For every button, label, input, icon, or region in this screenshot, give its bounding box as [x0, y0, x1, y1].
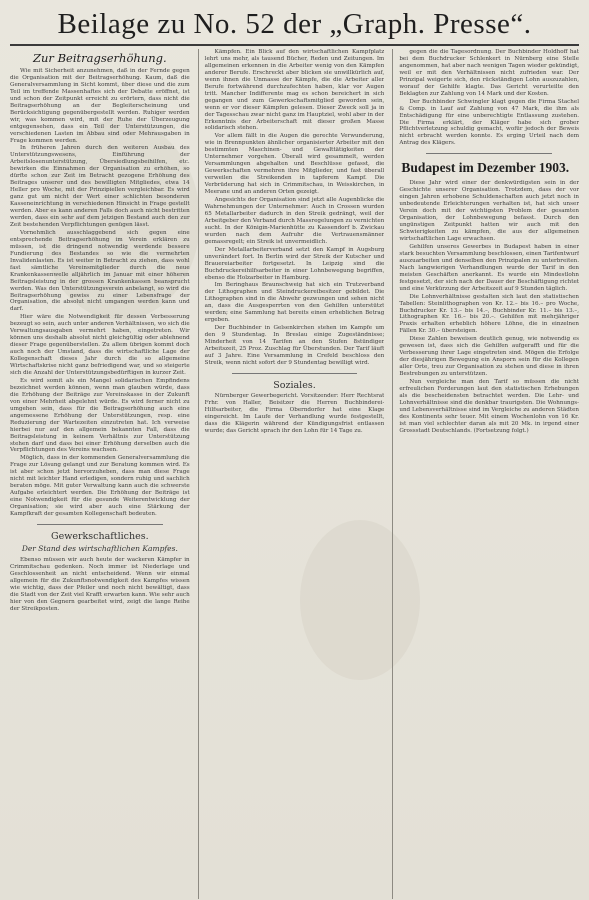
masthead-title: Beilage zu No. 52 der „Graph. Presse“. [57, 8, 532, 40]
paragraph: Im Beringhaus Braunschweig hat sich ein Trutzverband der Lithographen und Steindruckereibesitzer gebildet. Die Lithographen sind in die Abwehr gezwungen und sehen nicht an, dass die Ausgesperrten von den Gehilfen unterstützt werden; eine Sammlung hat bereits einen erheblichen Betrag ergeben. [204, 282, 385, 324]
paragraph: gegen die die Tagesordnung. Der Buchbinder Holdhoff hat bei dem Buchdrucker Schlenkert in Nürnberg eine Stelle angenommen, hat aber nach wenigen Tagen wieder gekündigt, weil er mit den Verhältnissen nicht zufrieden war. Der Prinzipal weigerte sich, den rückständigen Lohn auszuzahlen, worauf der Gehilfe klagte. Das Gericht verurteilte den Beklagten zur Zahlung von 14 Mark und der Kosten. [399, 49, 580, 97]
paragraph: Hier wäre die Notwendigkeit für dessen Verbesserung bezeugt so sein, auch unter anderen Verhältnissen, wo sich die Verwaltungsausgaben vermehrt haben, eingetreten. Wir können uns deshalb absolut nicht gleichgültig oder ablehnend dieser Frage gegenüberstellen. Zu allem übrigen kommt doch auch noch der Umstand, dass die wirtschaftliche Lage der Kollegenschaft dieses Jahr durch die so allgemeine Wirtschaftskrise nicht ganz befriedigend war, und so steigerte sich die Anzahl der Unterstützungsbedürftigen in kurzer Zeit. [10, 314, 190, 376]
section-heading: Gewerkschaftliches. [51, 531, 149, 542]
paragraph: Der Buchbinder Schwingler klagt gegen die Firma Stachel & Comp. in Lauf auf Zahlung von 47 Mark, die ihm als Entschädigung für eine unberechtigte Entlassung zustehen. Die Firma erklärt, der Kläger habe sich grober Pflichtverletzung schuldig gemacht, wofür jedoch der Beweis nicht erbracht werden konnte. Es erging Urteil nach dem Antrag des Klägers. [399, 98, 580, 147]
paragraph: Vornehmlich ausschlaggebend sich gegen eine entsprechende Beitragserhöhung im Verein erklären zu müssen, ist die dringend notwendig werdende bessere Fundierung des Bestandes so wie die vermehrten Invalidenlasten. Es ist weiter in Betracht zu ziehen, dass wohl fast sämtliche Vereinsmitglieder durch die neue Krankenkassenwelle alljährlich im Januar mit einer höheren Beitragsleistung in der grossen Krankenkassen beansprucht werden. Was den Unterstützungsverein anbelangt, so wird die Beitragserhöhung gewiss zu einer Lebensfrage der Organisation, die absolut nicht umgangen werden kann und darf. [10, 229, 190, 313]
section-divider [37, 524, 163, 525]
article-heading: Budapest im Dezember 1903. [401, 160, 570, 176]
paragraph: Der Metallarbeiterverband setzt den Kampf in Augsburg unverändert fort. In Berlin wird der Streik der Kutscher und Brauereiarbeiter fortgesetzt. In Leipzig sind die Buchdruckereihilfsarbeiter in einer Lohnbewegung begriffen, ebenso die Holzarbeiter in Hamburg. [204, 246, 385, 281]
masthead-rule [10, 44, 579, 46]
paragraph: Nun vergleiche man den Tarif so müssen die nicht erfreulichen Forderungen laut den statistischen Erhebungen als die bescheidensten betrachtet werden. Die Lehr- und Lohnverhältnisse sind die denkbar traurigsten. Die Wohnungs- und Lebensverhältnisse sind im Vergleiche zu anderen Städten des Kontinents sehr teuer. Mit einem Wochenlohn von 16 Kr. ist man viel schlechter daran als mit 20 Mk. in irgend einer Grossstadt Deutschlands. (Fortsetzung folgt.) [399, 379, 580, 434]
section-divider [232, 373, 358, 374]
paragraph: Diese Zahlen beweisen deutlich genug, wie notwendig es gewesen ist, dass sich die Gehilfen aufgerafft und für die Verbesserung ihrer Lage eingetreten sind. Mögen die Erfolge der diesjährigen Bewegung ein Ansporn sein für die Kollegen aller Orte, treu zur Organisation zu stehen und diese in ihren Bestrebungen zu unterstützen. [399, 336, 580, 378]
paragraph: Die Lohnverhältnisse gestalten sich laut den statistischen Tabellen: Steinlithographen von Kr. 12.– bis 16.– pro Woche, Buchdrucker Kr. 13.– bis 14.–, Buchbinder Kr. 11.– bis 13.–, Lithographen Kr. 16.– bis 20.–. Gehilfen mit mehrjähriger Praxis erhalten erheblich höhere Löhne, die in einzelnen Fällen Kr. 30.– übersteigen. [399, 293, 580, 335]
paragraph: Diese Jahr wird einer der denkwürdigsten sein in der Geschichte unserer Organisation. Trotzdem, dass der vor eingen Jahren erhobene Schuldenschaften auch jetzt noch in unbedeutende Erleichterungen verhalten ist, hat sich unser Verein doch mit der wichtigsten Problem der gesamten Organisation, der Lohnbewegung befasst. Durch den ungünstigen Zeitpunkt hatten wir auch mit den Schwierigkeiten zu kämpfen, die aus der allgemeinen wirtschaftlichen Lage erwachsen. [399, 180, 580, 242]
paragraph: Vor allem fällt in die Augen die gerechte Verwunderung, wie in Brennpunkten ähnlicher organisierter Arbeiter mit den bestimmten Maschinen- und Gewalttätigkeiten der Unternehmer vorgehen. Überall wird gesammelt, werden Versammlungen abgehalten und Beschlüsse gefasst, die Gewerkschaften vermehren ihre Mitglieder, und fast überall verweilen die Streikenden in tapferem Kampf. Die Verbrüderung hat sich in Crimmitschau, in Weisskirchen, in Meerane und an anderen Orten gezeigt. [204, 133, 385, 196]
section-subheading: Der Stand des wirtschaftlichen Kampfes. [21, 544, 178, 553]
paragraph: Angesichts der Organisation sind jetzt alle Augenblicke die Wahrnehmungen der Unternehmer: Auch in Crossen wurden 65 Metallarbeiter dadurch in den Streik gedrängt, weil der Arbeitgeber den Verband durch Massregelungen zu vernichten sucht. In der Königin-Marienhütte zu Kassendorf b. Zwickau wurden nach dem Aufruhr die Vertrauensmänner gemassregelt; ein Streik ist unvermeidlich. [204, 197, 385, 245]
column-1 [10, 49, 190, 899]
section-divider [426, 153, 552, 154]
section-heading: Soziales. [273, 379, 316, 391]
paragraph: Gehilfen unseres Gewerbes in Budapest haben in einer stark besuchten Versammlung beschlossen, einen Tarifentwurf auszuarbeiten und denselben den Prinzipalen zu unterbreiten. Nach langwierigen Verhandlungen wurde der Tarif in den meisten Geschäften anerkannt. Es wurde ein Mindestlohn festgesetzt, der sich nach der Dauer der Beschäftigung richtet und eine Verkürzung der Arbeitszeit auf 9 Stunden täglich. [399, 243, 580, 292]
paragraph: Der Buchbinder in Gelsenkirchen stehen im Kampfe um den 9 Stundentag. In Breslau einige Zugeständnisse; Minderheit von 14 Tarifen an den Stufen 8stündiger Arbeitszeit, 25 Proz. Zuschlag für Überstunden. Der Tarif läuft auf 3 Jahre. Eine Versammlung in Crefeld beschloss den Streik, wenn nicht sofort der 9 Stundentag bewilligt wird. [204, 325, 385, 366]
paragraph: Nürnberger Gewerbegericht. Vorsitzender: Herr Rechtsrat Frhr. von Haller, Beisitzer die Herren Buchbinderei-Hilfsarbeiter, die Firma Oberndorfer hat eine Klage eingereicht. Im Laufe der Verhandlung wurde festgestellt, dass die Klägerin während der Kündigungsfrist entlassen wurde; das Gericht sprach ihr den Lohn für 14 Tage zu. [204, 392, 385, 434]
paragraph: Ebenso müssen wir auch heute der wackeren Kämpfer in Crimmitschau gedenken. Noch immer ist Niederlage und Geschlossenheit an nicht entscheidend. Wenn wir einmal allgemein für die Zukunftsnotwendigkeit des Kampfes wissen wie wichtig, dass der Pfeiler und noch nicht bewältigt, dass die Stadt von der Zeit viel Krafft erwarten kann. Wie sehr auch hier von den Gegnern gearbeitet wird, zeigt die lange Reihe der Streikposten. [10, 557, 190, 612]
columns [10, 49, 579, 899]
column-3 [392, 49, 579, 899]
column-2 [198, 49, 385, 899]
paragraph: Kämpfen. Ein Blick auf den wirtschaftlichen Kampfplatz lehrt uns mehr, als tausend Bücher, Reden und Zeitungen. Im allgemeinen erkennen in die Arbeiter wenig von den Kämpfen anderer Berufe. Erschreckt aber blicken sie unwillkürlich auf, wenn ihnen die Unmasse der Kämpfe, die die Arbeiter aller Berufe fortwährend durchzufechten haben, klar vor Augen tritt. Mancher Indifferente mag es schon bereichert in sich gegangen und zum Gewerkschaftsmitglied geworden sein, wenn er vor dieser Kämpfen gelesen. Dieser Zweck soll ja in der Tagesschau zwar nicht ganz im Hauptziel, wohl aber in der Erkenntnis der Arbeiterschaft mit dieser großen Masse solidarisch stehen. [204, 49, 385, 132]
paragraph: Wie mit Sicherheit anzunehmen, daß in der Fernde gegen die Organisation mit der Beitragserhöhung. Kaum, daß die Generalversammlung in Sicht kommt, über diese und die zum Teil im treffende Massenhaftes sich der Debatte eröffnet, ist und schon der Zeitpunkt erreicht zu erörtern, dass nicht die Beitragserhöhung an der Begleiterscheinung und Berücksichtigung gegenübergestellt werden. Ruhiger werden wir, was kommen wird, mit der Ruhe der Überzeugung entgegensehen, dass ein Teil der Unterstützungen, die verschiedenen Lasten im Abbau sind oder Mehrausgaben in Frage kommen werden. [10, 68, 190, 144]
paragraph: Möglich, dass in der kommenden Generalversammlung die Frage zur Lösung gelangt und zur Beratung kommen wird. Es ist aber schon jetzt hervorzuheben, dass man diese Frage nicht mit leichter Hand erledigen, sondern ruhig und sachlich beraten möge. Mit guter Verwaltung kann auch die schwerste Aufgabe erleichtert werden. Die Erhöhung der Beiträge ist eine Notwendigkeit für die gesunde Weiterentwicklung der Organisation; sie wird aber auch eine Stärkung der Kampfkraft der gesamten Kollegenschaft bedeuten. [10, 455, 190, 518]
paragraph: In früheren Jahren durch den weiteren Ausbau des Unterstützungswesens, Einführung der Arbeitslosenunterstützung, Übersiedlungsbeihilfen, etc. bewirken die Einnahmen der Organisation zu erhöhen, so dürfte schon zur Zeit im Betracht gezogene Erhöhung des Beitrages unserer und des bewilligten Mitgliedes, etwa 14 Heller pro Woche, mit der Prinzipiellen vergleichbar. Es wird ganz gut um nicht der Wert einer schlichten besonderen Kasseneinrichtung in verschiedenen Hinsicht in Frage gestellt werden. Aber es kann anderen Falls doch auch nicht bestritten werden, dass ein sehr auf dem jetzigen Bestand auch den zur Zeit bestehenden Verpflichtungen genügen lässt. [10, 145, 190, 228]
article-heading: Zur Beitragserhöhung. [33, 51, 167, 65]
paragraph: Es wird somit als ein Mangel solidarischen Empfindens bezeichnet werden können, wenn man glauben würde, dass die Erhöhung der Beiträge zur Vereinskasse in der Zukunft von einer Mehrheit abgelehnt würde. Es wird ferner nicht zu umgehen sein, dass für die Beitragserhöhung auch eine angemessene Erhöhung der Unterstützungen, resp. eine Reduzierung der Wartezeiten einzutreten hat. Ich verweise hierbei nur auf den allgemein bekannten Fall, dass die Beitragsleistung in keinem Verhältnis zur Unterstützung stehen darf und dass bei einer Erhöhung derselben auch die Verpflichtungen des Vereins wachsen. [10, 377, 190, 454]
